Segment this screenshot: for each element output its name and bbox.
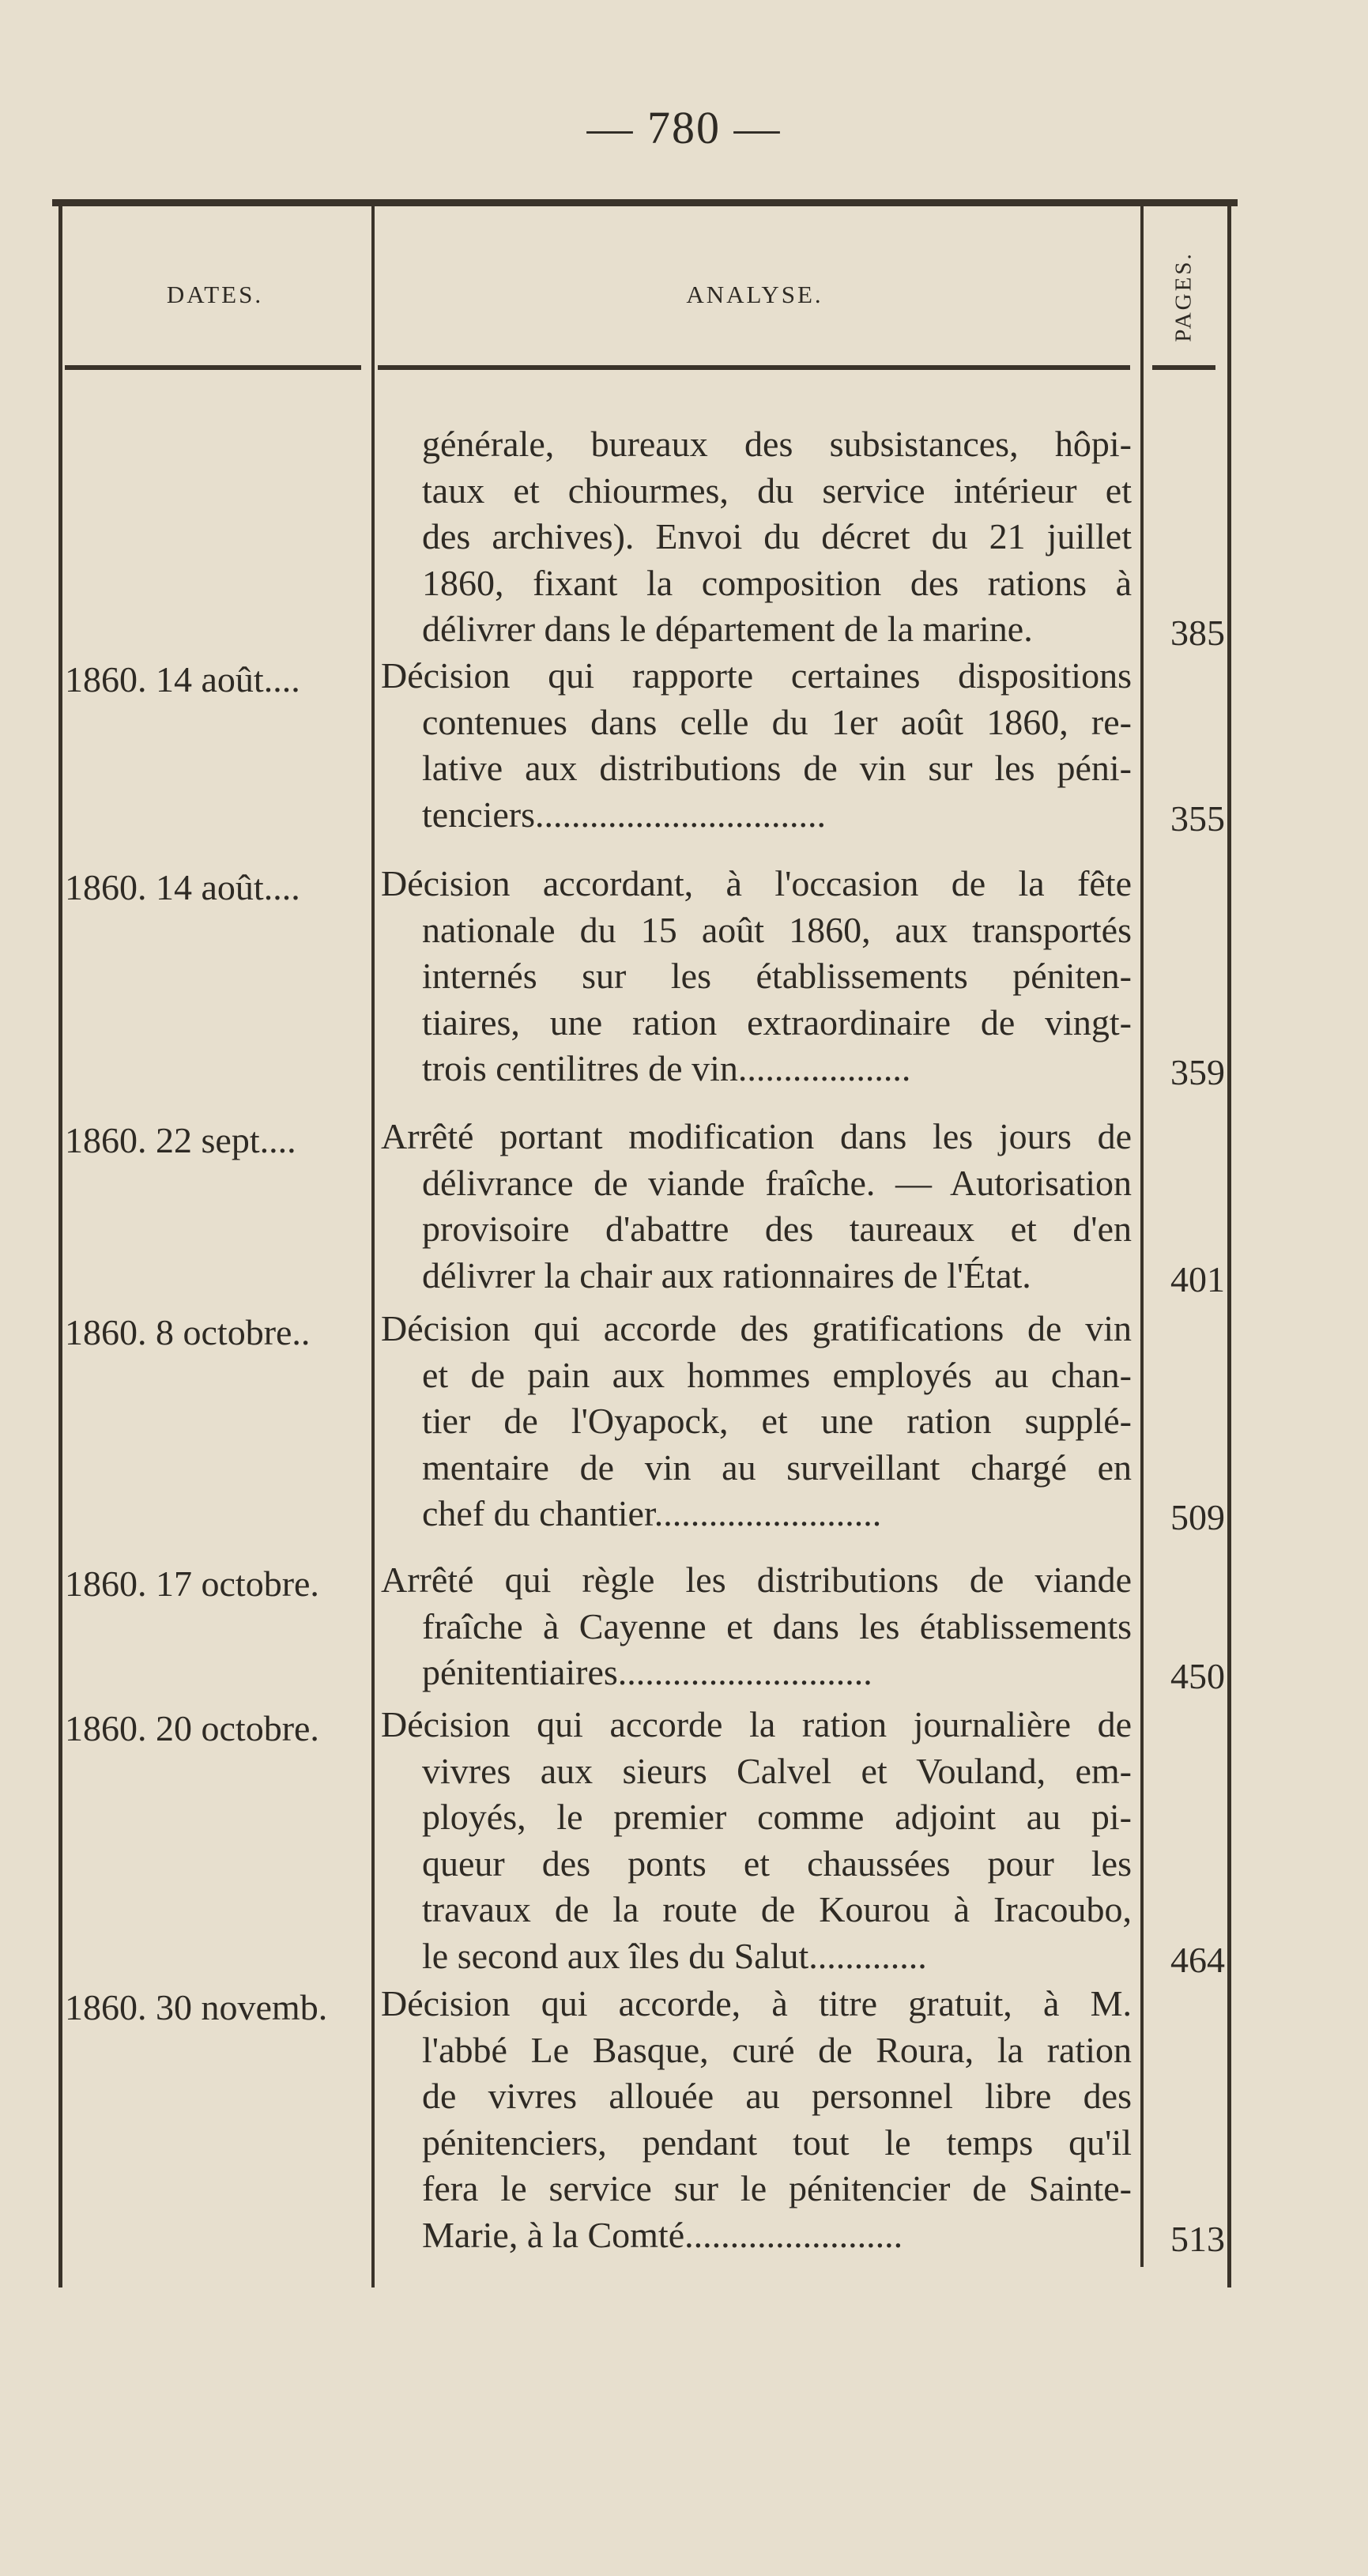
entry-text-line: Décision qui accorde des gratifications de vin (381, 1308, 1132, 1348)
entry-page-ref: 464 (1170, 1939, 1225, 1980)
entry-text-line: Décision qui accorde, à titre gratuit, à M. (381, 1983, 1132, 2023)
entry-text-line: Décision qui accorde la ration journalière de (381, 1704, 1132, 1744)
entry-text-line: fera le service sur le pénitencier de Sainte- (422, 2168, 1132, 2208)
entry-text-line: travaux de la route de Kourou à Iracoubo, (422, 1889, 1132, 1929)
entry-text-line: 1860, fixant la composition des rations à (422, 562, 1132, 603)
entry-text-line: vivres aux sieurs Calvel et Vouland, em- (422, 1750, 1132, 1791)
entry-text-line: tier de l'Oyapock, et une ration supplé- (422, 1401, 1132, 1441)
page-number: — 780 — (586, 102, 782, 153)
entry-text-line: délivrer la chair aux rationnaires de l'État. (422, 1254, 1031, 1296)
entry-text-line: le second aux îles du Salut............. (422, 1935, 927, 1976)
entry-text-line: tiaires, une ration extraordinaire de vingt- (422, 1001, 1132, 1043)
entry-page-ref: 359 (1170, 1052, 1225, 1092)
entry-text-line: queur des ponts et chaussées pour les (422, 1842, 1132, 1884)
entry-date: 1860. 17 octobre. (65, 1563, 319, 1604)
entry-text-line: ployés, le premier comme adjoint au pi- (422, 1797, 1132, 1837)
column-rule-dates (371, 204, 375, 2287)
entry-text-line: pénitenciers, pendant tout le temps qu'il (422, 2122, 1132, 2163)
entry-text-line: internés sur les établissements péniten- (422, 956, 1132, 996)
entry-text-line: tenciers................................ (422, 794, 827, 835)
entry-date: 1860. 14 août.... (65, 867, 300, 907)
column-rule-left (58, 204, 62, 2287)
header-pages: PAGES. (1170, 251, 1197, 342)
entry-text-line: et de pain aux hommes employés au chan- (422, 1354, 1132, 1395)
entry-date: 1860. 14 août.... (65, 659, 300, 700)
entry-page-ref: 385 (1170, 613, 1225, 653)
entry-page-ref: 450 (1170, 1656, 1225, 1696)
entry-text-line: des archives). Envoi du décret du 21 juillet (422, 516, 1132, 556)
header-analyse: ANALYSE. (686, 281, 823, 308)
column-rule-right (1227, 204, 1231, 2287)
entry-date: 1860. 20 octobre. (65, 1708, 319, 1748)
entry-text-line: chef du chantier......................... (422, 1493, 882, 1533)
entry-text-line: Arrêté qui règle les distributions de viande (381, 1560, 1132, 1600)
entry-text-line: délivrance de viande fraîche. — Autorisation (422, 1162, 1132, 1203)
entry-text-line: de vivres allouée au personnel libre des (422, 2076, 1132, 2116)
entry-page-ref: 509 (1170, 1497, 1225, 1537)
header-rule-analyse (378, 365, 1130, 370)
entry-text-line: générale, bureaux des subsistances, hôpi- (422, 424, 1132, 464)
entry-text-line: provisoire d'abattre des taureaux et d'en (422, 1209, 1132, 1249)
entry-page-ref: 401 (1170, 1258, 1225, 1299)
header-rule-pages (1152, 365, 1215, 370)
entry-text-line: Décision accordant, à l'occasion de la fête (381, 863, 1132, 903)
entry-text-line: fraîche à Cayenne et dans les établissements (422, 1605, 1132, 1646)
header-dates: DATES. (166, 281, 264, 308)
entry-text-line: contenues dans celle du 1er août 1860, re- (422, 701, 1132, 742)
entry-text-line: trois centilitres de vin................... (422, 1048, 911, 1088)
entry-text-line: taux et chiourmes, du service intérieur et (422, 470, 1132, 511)
entry-text-line: l'abbé Le Basque, curé de Roura, la ration (422, 2029, 1132, 2070)
entry-text-line: nationale du 15 août 1860, aux transportés (422, 909, 1132, 950)
entry-date: 1860. 30 novemb. (65, 1987, 328, 2027)
entry-date: 1860. 22 sept.... (65, 1120, 296, 1160)
entry-page-ref: 355 (1170, 798, 1225, 839)
entry-page-ref: 513 (1170, 2218, 1225, 2259)
entry-text-line: Arrêté portant modification dans les jours de (381, 1116, 1132, 1156)
entry-text-line: pénitentiaires............................ (422, 1652, 872, 1692)
entry-text-line: délivrer dans le département de la marine. (422, 609, 1033, 649)
entry-text-line: Marie, à la Comté........................ (422, 2214, 903, 2255)
entry-date: 1860. 8 octobre.. (65, 1312, 311, 1352)
header-rule-dates (65, 365, 361, 370)
entry-text-line: Décision qui rapporte certaines dispositions (381, 655, 1132, 696)
entry-text-line: mentaire de vin au surveillant chargé en (422, 1446, 1132, 1488)
entry-text-line: lative aux distributions de vin sur les péni- (422, 748, 1132, 788)
